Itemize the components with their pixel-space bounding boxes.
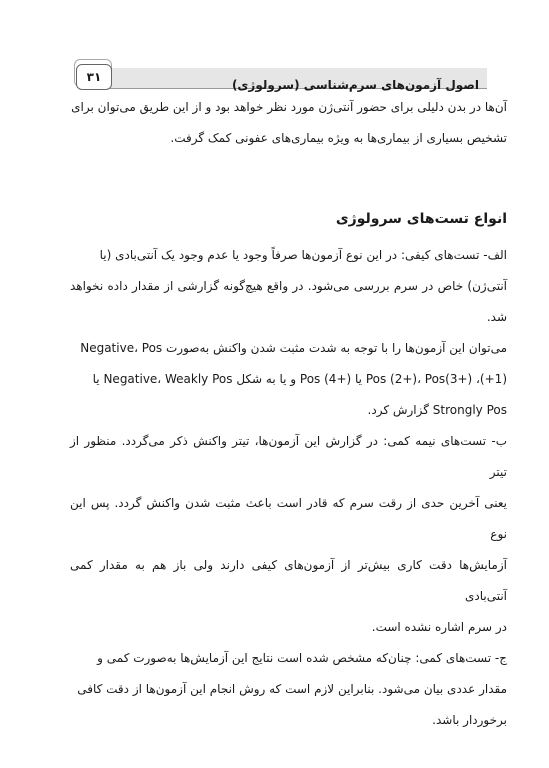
page-body	[70, 92, 507, 736]
para-a-line-1: الف- تست‌های کیفی: در این نوع آزمون‌ها صرفاً وجود یا عدم وجود یک آنتی‌بادی (یا	[99, 248, 507, 262]
para-b-line-2: یعنی آخرین حدی از رقت سرم که قادر است باعث مثبت شدن واکنش گردد. پس این نوع	[70, 496, 507, 541]
para-c-line-2: مقدار عددی بیان می‌شود. بنابراین لازم است که روش انجام این آزمون‌ها از دقت کافی	[77, 682, 507, 696]
header-band	[100, 68, 487, 92]
para-a-line-4: (1+)، Pos (2+)، Pos(3+) یا Pos (4+) و یا به شکل Negative، Weakly Pos یا	[92, 372, 507, 386]
para-a-line-3: می‌توان این آزمون‌ها را با توجه به شدت مثبت شدن واکنش به‌صورت Negative، Pos	[80, 341, 507, 355]
para-a-line-5: Strongly Pos گزارش کرد.	[367, 403, 507, 417]
page-number: ۳۱	[76, 64, 112, 90]
para-b-line-1: ب- تست‌های نیمه کمی: در گزارش این آزمون‌ها، تیتر واکنش ذکر می‌گردد. منظور از تیتر	[70, 434, 507, 479]
running-title: اصول آزمون‌های سرم‌شناسی (سرولوژی)	[231, 78, 479, 92]
intro-line-2: تشخیص بسیاری از بیماری‌ها به ویژه بیماری‌های عفونی کمک گرفت.	[170, 131, 507, 145]
section-title: انواع تست‌های سرولوژی	[335, 211, 507, 227]
spacer	[70, 154, 507, 204]
para-a-line-2: آنتی‌ژن) خاص در سرم بررسی می‌شود. در واقع هیچ‌گونه گزارشی از مقدار داده نخواهد شد.	[70, 279, 507, 324]
page-header	[74, 59, 487, 90]
para-c-line-3: برخوردار باشد.	[432, 713, 507, 727]
para-b-line-3: آزمایش‌ها دقت کاری بیش‌تر از آزمون‌های کیفی دارند ولی باز هم به مقدار کمی آنتی‌بادی	[70, 558, 507, 603]
para-b-line-4: در سرم اشاره نشده است.	[371, 620, 507, 634]
intro-line-1: آن‌ها در بدن دلیلی برای حضور آنتی‌ژن مورد نظر خواهد بود و از این طریق می‌توان برای	[71, 100, 507, 114]
para-c-line-1: ج- تست‌های کمی: چنان‌که مشخص شده است نتایج این آزمایش‌ها به‌صورت کمی و	[97, 651, 507, 665]
